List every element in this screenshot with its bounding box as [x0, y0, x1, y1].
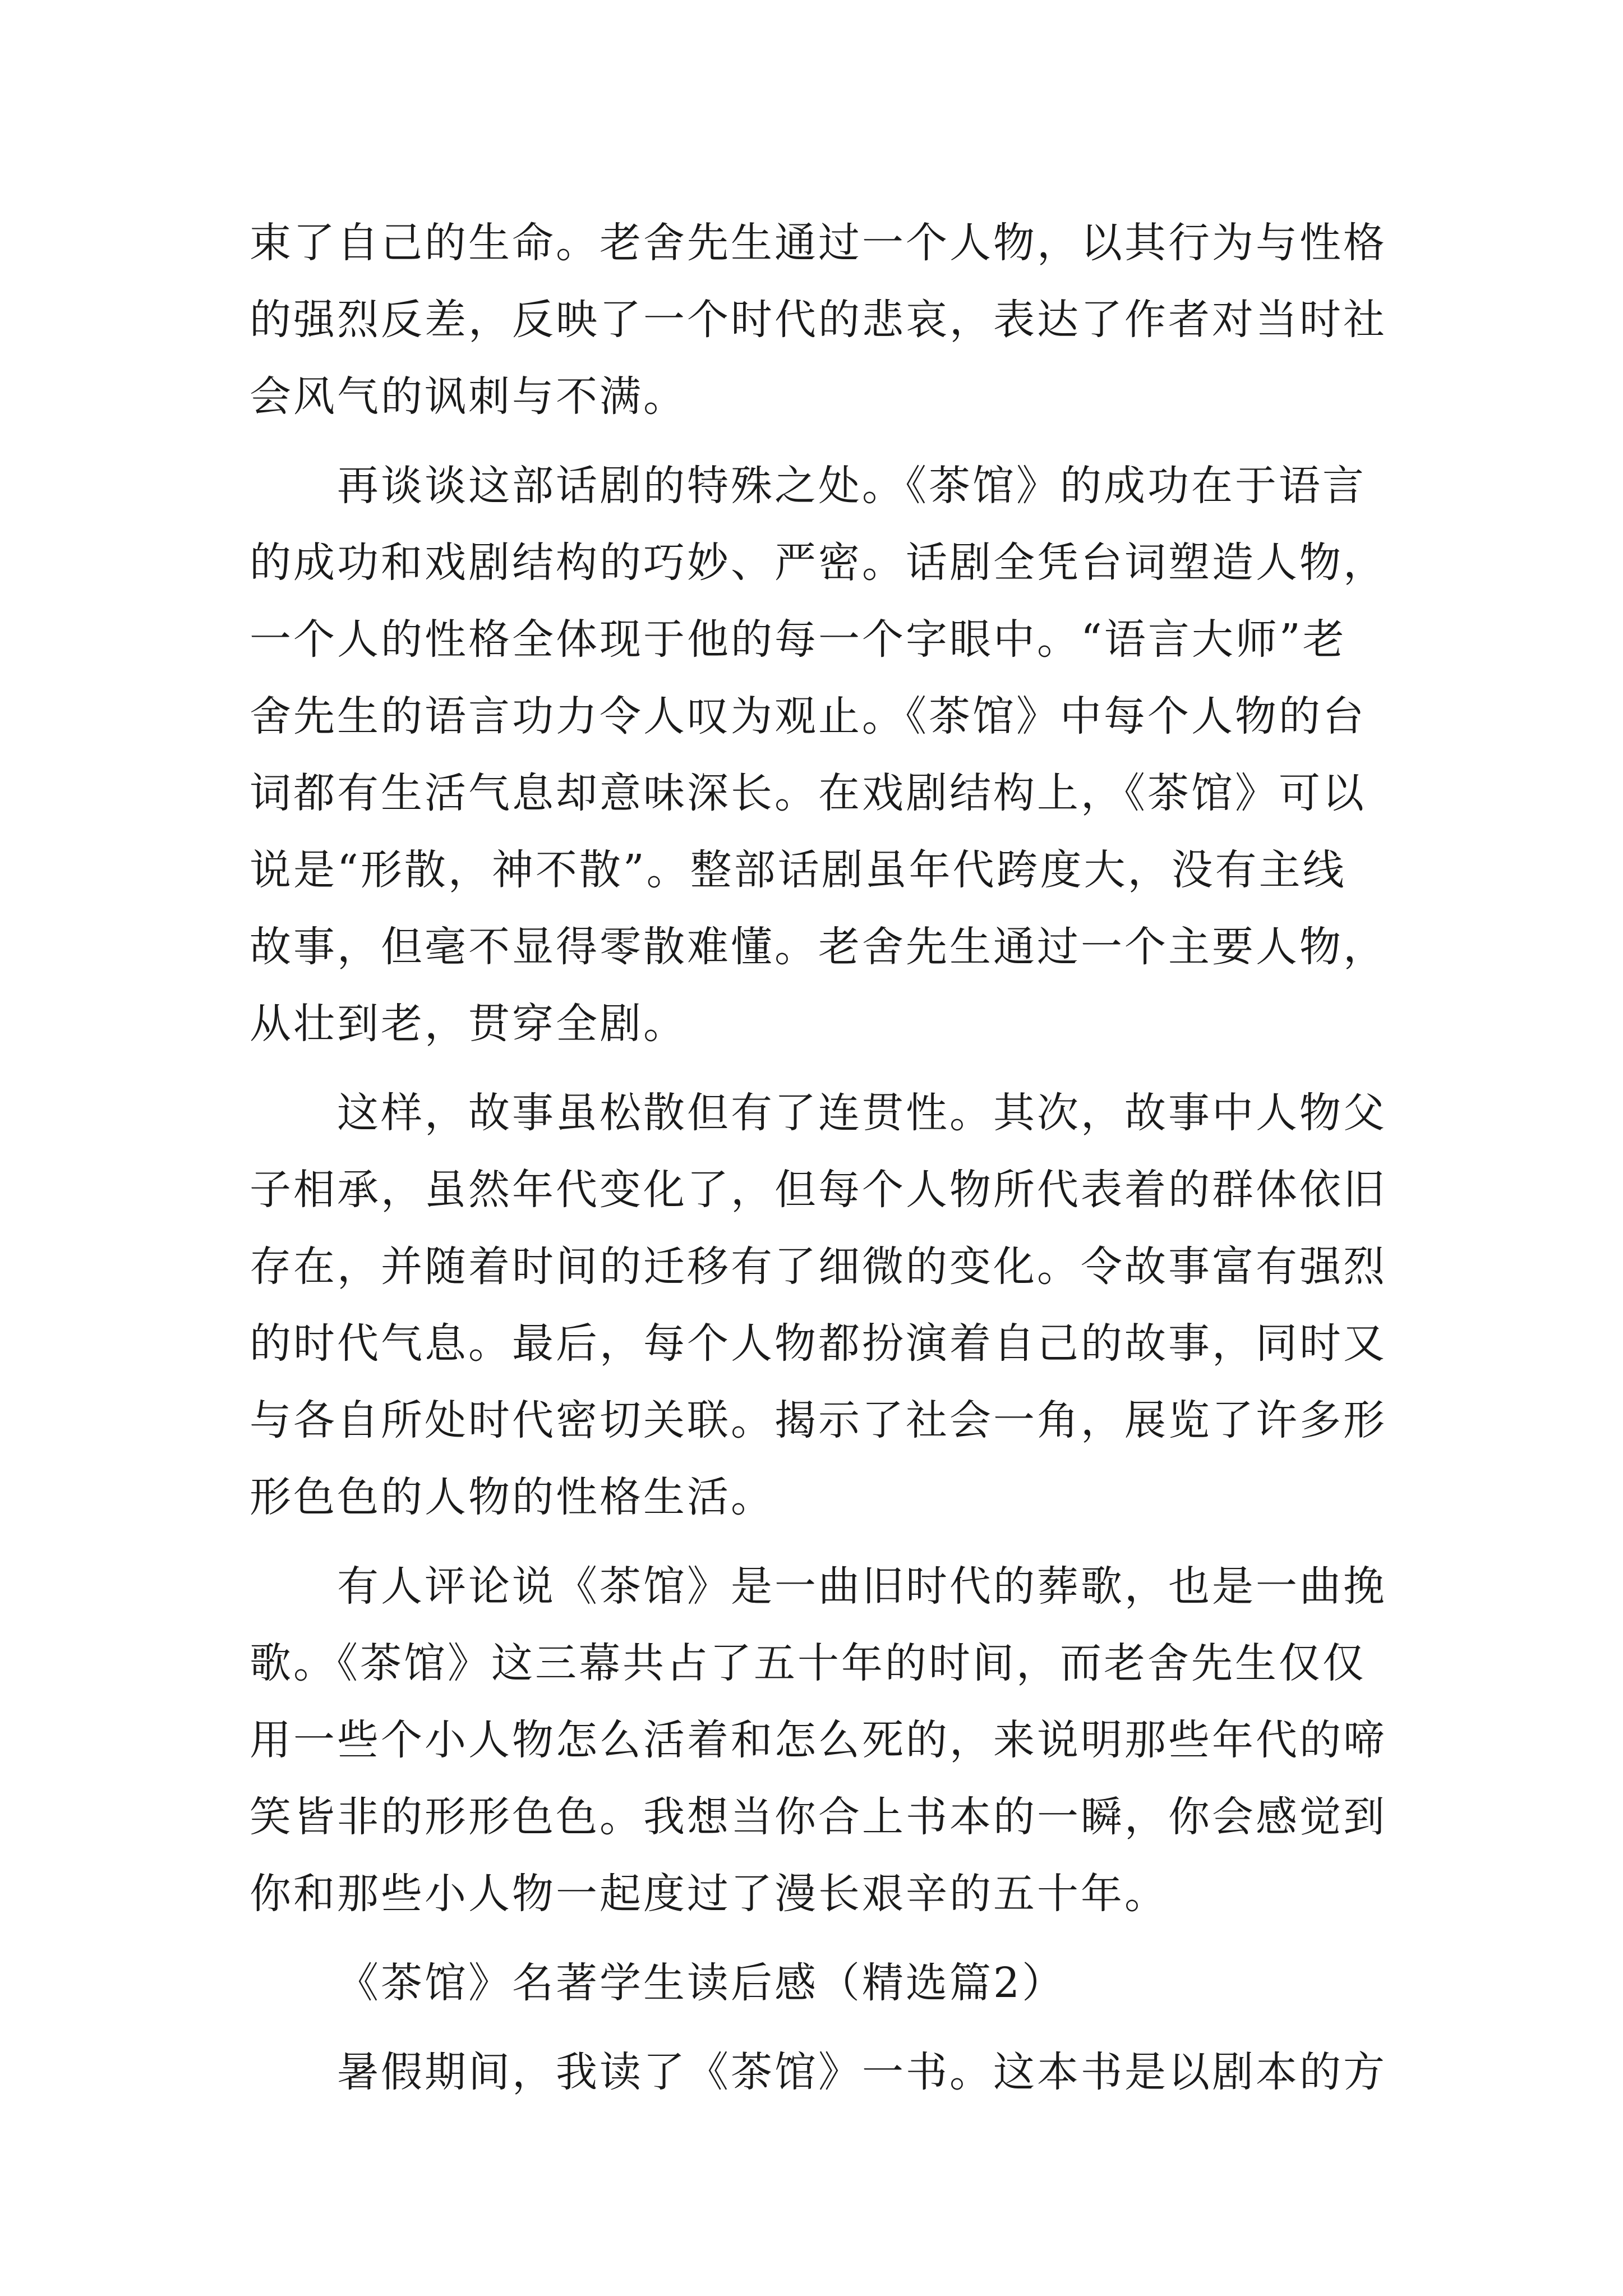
text-line: 会风气的讽刺与不满。: [250, 372, 687, 421]
text-line: 的成功和戏剧结构的巧妙、严密。话剧全凭台词塑造人物，: [250, 539, 1387, 587]
text-line: 笑皆非的形形色色。我想当你合上书本的一瞬，你会感觉到: [250, 1793, 1387, 1841]
document-body: [250, 205, 1394, 2111]
text-line: 词都有生活气息却意味深长。在戏剧结构上，《茶馆》可以: [250, 769, 1366, 817]
text-line: 一个人的性格全体现于他的每一个字眼中。“语言大师”老: [250, 615, 1347, 664]
text-line: 这样，故事虽松散但有了连贯性。其次，故事中人物父: [337, 1089, 1387, 1137]
text-line: 暑假期间，我读了《茶馆》一书。这本书是以剧本的方: [337, 2048, 1387, 2096]
text-line: 歌。《茶馆》这三幕共占了五十年的时间，而老舍先生仅仅: [250, 1639, 1366, 1687]
text-line: 束了自己的生命。老舍先生通过一个人物，以其行为与性格: [250, 219, 1387, 267]
text-line: 的时代气息。最后，每个人物都扮演着自己的故事，同时又: [250, 1319, 1387, 1368]
text-line: 子相承，虽然年代变化了，但每个人物所代表着的群体依旧: [250, 1166, 1387, 1214]
text-line: 你和那些小人物一起度过了漫长艰辛的五十年。: [250, 1870, 1168, 1918]
paragraph: [250, 448, 1394, 1062]
text-line: 故事，但毫不显得零散难懂。老舍先生通过一个主要人物，: [250, 923, 1387, 971]
text-line: 有人评论说《茶馆》是一曲旧时代的葬歌，也是一曲挽: [337, 1562, 1387, 1611]
text-line: 的强烈反差，反映了一个时代的悲哀，表达了作者对当时社: [250, 296, 1387, 344]
paragraph: [250, 1548, 1394, 1932]
text-line: 形色色的人物的性格生活。: [250, 1473, 774, 1521]
text-line: 存在，并随着时间的迁移有了细微的变化。令故事富有强烈: [250, 1243, 1387, 1291]
paragraph-gap: [250, 435, 1394, 448]
paragraph-gap: [250, 1536, 1394, 1548]
paragraph: [250, 2034, 1394, 2111]
paragraph: [250, 205, 1394, 435]
paragraph-gap: [250, 1062, 1394, 1075]
heading-line: 《茶馆》名著学生读后感（精选篇2）: [337, 1959, 1066, 2007]
text-line: 再谈谈这部话剧的特殊之处。《茶馆》的成功在于语言: [337, 462, 1366, 510]
section-heading: [250, 1945, 1394, 2022]
paragraph: [250, 1075, 1394, 1536]
paragraph-gap: [250, 1932, 1394, 1945]
paragraph-gap: [250, 2022, 1394, 2034]
text-line: 舍先生的语言功力令人叹为观止。《茶馆》中每个人物的台: [250, 692, 1366, 740]
text-line: 用一些个小人物怎么活着和怎么死的，来说明那些年代的啼: [250, 1716, 1387, 1764]
text-line: 说是“形散，神不散”。整部话剧虽年代跨度大，没有主线: [250, 846, 1347, 894]
text-line: 与各自所处时代密切关联。揭示了社会一角，展览了许多形: [250, 1396, 1387, 1444]
text-line: 从壮到老，贯穿全剧。: [250, 1000, 687, 1048]
